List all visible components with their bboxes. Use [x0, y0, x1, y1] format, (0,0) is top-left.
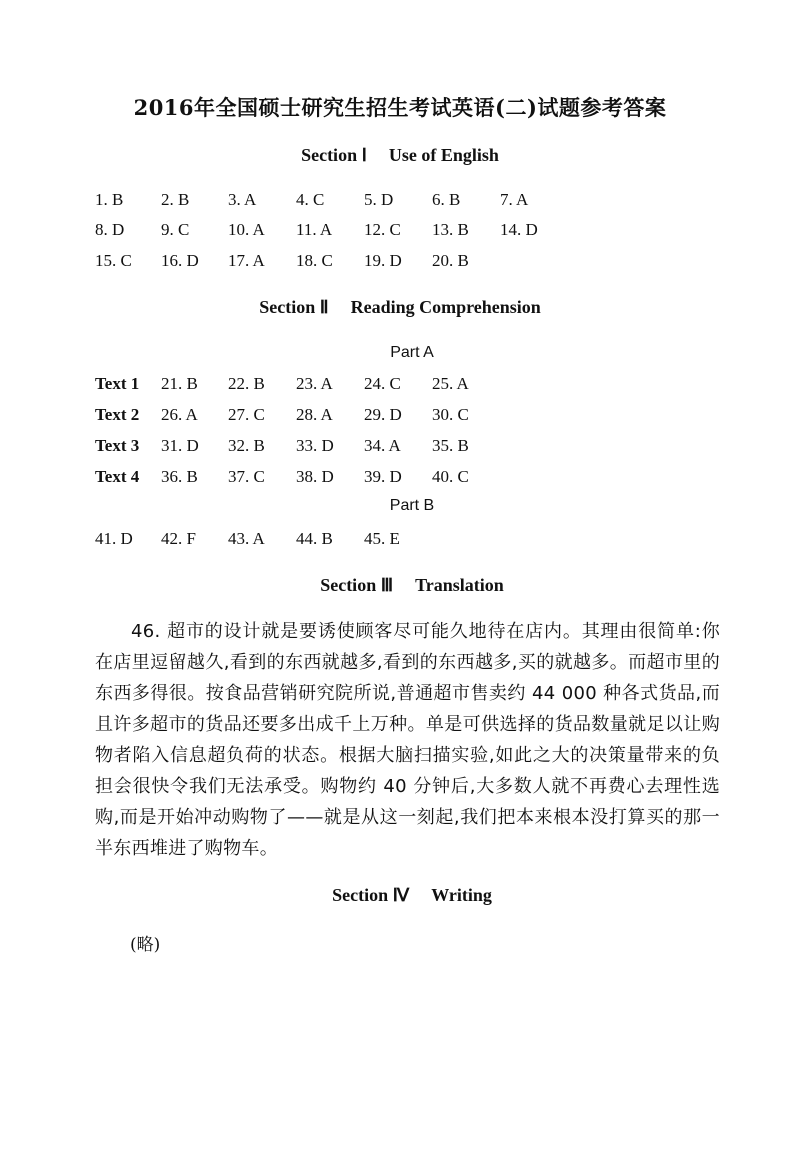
answer: 23. A — [296, 374, 333, 393]
answer: 19. D — [364, 251, 402, 270]
text-label: Text 1 — [95, 374, 140, 393]
answer: 40. C — [432, 467, 469, 486]
translation-paragraph: 46. 超市的设计就是要诱使顾客尽可能久地待在店内。其理由很简单:你在店里逗留越久,看到的东西就越多,看到的东西越多,买的就越多。而超市里的东西多得很。按食品营销研究院所说,普通超市售卖约 44 000 种各式货品,而且许多超市的货品还要多出成千上万种。单是可供选择的货品数量就足以让购物者陷入信息超负荷的状态。根据大脑扫描实验,如此之大的决策量带来的负担会很快令我们无法承受。购物约 40 分钟后,大多数人就不再费心去理性选购,而是开始冲动购物了——就是从这一刻起,我们把本来根本没打算买的那一半东西堆进了购物车。 — [95, 621, 720, 859]
section-2-name: Reading Comprehension — [350, 297, 541, 317]
section-3-name: Translation — [415, 575, 504, 595]
answer: 14. D — [500, 220, 538, 239]
answer: 39. D — [364, 467, 402, 486]
answer: 13. B — [432, 220, 469, 239]
answer: 33. D — [296, 436, 334, 455]
answer: 36. B — [161, 467, 198, 486]
answer: 5. D — [364, 190, 394, 209]
section-2-number: Section Ⅱ — [259, 297, 329, 317]
section-2-heading — [0, 297, 800, 318]
section-4-heading — [12, 885, 800, 906]
answer: 8. D — [95, 220, 125, 239]
answer: 24. C — [364, 374, 401, 393]
part-b-heading: Part B — [389, 497, 435, 514]
answer: 15. C — [95, 251, 132, 270]
answer: 17. A — [228, 251, 265, 270]
answer: 10. A — [228, 220, 265, 239]
answer: 26. A — [161, 405, 198, 424]
answer: 34. A — [364, 436, 401, 455]
answer: 11. A — [296, 220, 333, 239]
answer: 31. D — [161, 436, 199, 455]
answer: 20. B — [432, 251, 469, 270]
answer: 29. D — [364, 405, 402, 424]
answer: 3. A — [228, 190, 257, 209]
text-label: Text 2 — [95, 405, 140, 424]
text-label: Text 4 — [95, 467, 140, 486]
answer: 32. B — [228, 436, 265, 455]
section-4-name: Writing — [431, 885, 492, 905]
answer: 41. D — [95, 529, 133, 548]
answer: 38. D — [296, 467, 334, 486]
answer: 21. B — [161, 374, 198, 393]
answer: 16. D — [161, 251, 199, 270]
answer: 37. C — [228, 467, 265, 486]
answer: 28. A — [296, 405, 333, 424]
answer: 1. B — [95, 190, 124, 209]
section-1-number: Section Ⅰ — [301, 145, 367, 165]
answer: 22. B — [228, 374, 265, 393]
section-1-name: Use of English — [388, 145, 499, 165]
answer: 42. F — [161, 529, 196, 548]
section-3-number: Section Ⅲ — [320, 575, 394, 595]
answer: 30. C — [432, 405, 469, 424]
answer: 6. B — [432, 190, 461, 209]
page-title: 2016年全国硕士研究生招生考试英语(二)试题参考答案 — [133, 95, 667, 120]
answer: 44. B — [296, 529, 333, 548]
answer: 7. A — [500, 190, 529, 209]
answer: 45. E — [364, 529, 400, 548]
answer: 12. C — [364, 220, 401, 239]
answer: 35. B — [432, 436, 469, 455]
answer: 2. B — [161, 190, 190, 209]
answer: 25. A — [432, 374, 469, 393]
section-1-heading — [0, 145, 800, 166]
text-label: Text 3 — [95, 436, 140, 455]
section-4-number: Section Ⅳ — [332, 885, 410, 905]
answer: 4. C — [296, 190, 325, 209]
part-a-heading: Part A — [390, 344, 434, 361]
answer: 27. C — [228, 405, 265, 424]
answer: 43. A — [228, 529, 265, 548]
answer: 9. C — [161, 220, 190, 239]
section-3-heading — [12, 575, 800, 596]
writing-omitted-note: (略) — [130, 935, 161, 955]
answer: 18. C — [296, 251, 333, 270]
